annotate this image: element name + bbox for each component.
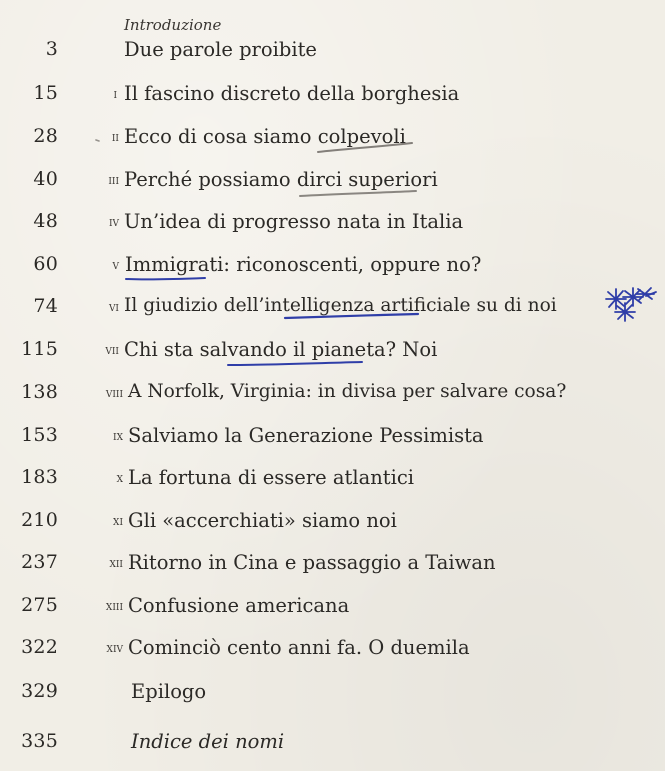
toc-chapter-numeral: xiii: [105, 598, 123, 613]
introduction-heading: Introduzione: [124, 16, 222, 34]
toc-row-chapter-11: [0, 509, 665, 539]
toc-page-number: 60: [33, 253, 58, 275]
toc-title: Il giudizio dell’intelligenza artificiale su di noi: [124, 295, 557, 316]
toc-row-chapter-9: [0, 424, 665, 454]
toc-page-number: 237: [21, 551, 58, 573]
toc-chapter-numeral: ix: [113, 428, 123, 443]
toc-row-chapter-4: [0, 210, 665, 240]
toc-chapter-numeral: ii: [111, 129, 119, 144]
toc-row-chapter-12: [0, 551, 665, 581]
toc-page-number: 183: [21, 466, 58, 488]
toc-title: Perché possiamo dirci superiori: [124, 168, 438, 191]
toc-title: Indice dei nomi: [131, 730, 285, 753]
toc-row-chapter-2: [0, 125, 665, 155]
toc-row-chapter-13: [0, 594, 665, 624]
toc-row-chapter-6: [0, 295, 665, 325]
toc-chapter-numeral: x: [116, 470, 123, 485]
toc-chapter-numeral: iii: [108, 172, 119, 187]
toc-title: Ritorno in Cina e passaggio a Taiwan: [128, 551, 496, 574]
toc-page-number: 40: [33, 168, 58, 190]
toc-title: La fortuna di essere atlantici: [128, 466, 415, 489]
toc-row-index: [0, 730, 665, 760]
toc-title: Confusione americana: [128, 594, 350, 617]
toc-row-chapter-7: [0, 338, 665, 368]
toc-row-chapter-3: [0, 168, 665, 198]
toc-title: Gli «accerchiati» siamo noi: [128, 509, 397, 532]
toc-row-chapter-8: [0, 381, 665, 411]
toc-page-number: 138: [21, 381, 58, 403]
toc-title: A Norfolk, Virginia: in divisa per salvare cosa?: [128, 381, 567, 402]
toc-row-chapter-10: [0, 466, 665, 496]
toc-title: Salviamo la Generazione Pessimista: [128, 424, 484, 447]
toc-chapter-numeral: xii: [109, 555, 123, 570]
toc-title: Il fascino discreto della borghesia: [124, 82, 460, 105]
toc-row-chapter-14: [0, 636, 665, 666]
toc-page-number: 74: [33, 295, 58, 317]
toc-page-number: 275: [21, 594, 58, 616]
toc-title: Ecco di cosa siamo colpevoli: [124, 125, 406, 148]
toc-title: Immigrati: riconoscenti, oppure no?: [125, 253, 482, 276]
toc-page-number: 48: [33, 210, 58, 232]
toc-page-number: 329: [21, 680, 58, 702]
toc-title: Un’idea di progresso nata in Italia: [124, 210, 464, 233]
toc-row-chapter-5: [0, 253, 665, 283]
toc-chapter-numeral: i: [113, 86, 117, 101]
toc-chapter-numeral: vi: [108, 299, 119, 314]
toc-page-number: 15: [33, 82, 58, 104]
toc-chapter-numeral: v: [112, 257, 119, 272]
toc-chapter-numeral: xi: [113, 513, 123, 528]
toc-title: Due parole proibite: [124, 38, 317, 61]
toc-row-epilogue: [0, 680, 665, 710]
toc-chapter-numeral: iv: [108, 214, 119, 229]
toc-page-number: 335: [21, 730, 58, 752]
toc-page-number: 210: [21, 509, 58, 531]
toc-row-chapter-1: [0, 82, 665, 112]
toc-title: Epilogo: [131, 680, 207, 703]
toc-chapter-numeral: xiv: [106, 640, 123, 655]
toc-page-number: 322: [21, 636, 58, 658]
toc-page-number: 115: [21, 338, 58, 360]
toc-title: Cominciò cento anni fa. O duemila: [128, 636, 470, 659]
toc-page-number: 28: [33, 125, 58, 147]
toc-chapter-numeral: vii: [105, 342, 119, 357]
toc-chapter-numeral: viii: [105, 385, 123, 400]
toc-title: Chi sta salvando il pianeta? Noi: [124, 338, 438, 361]
toc-row-introduction: [0, 38, 665, 68]
toc-page-number: 3: [45, 38, 58, 60]
toc-page-number: 153: [21, 424, 58, 446]
